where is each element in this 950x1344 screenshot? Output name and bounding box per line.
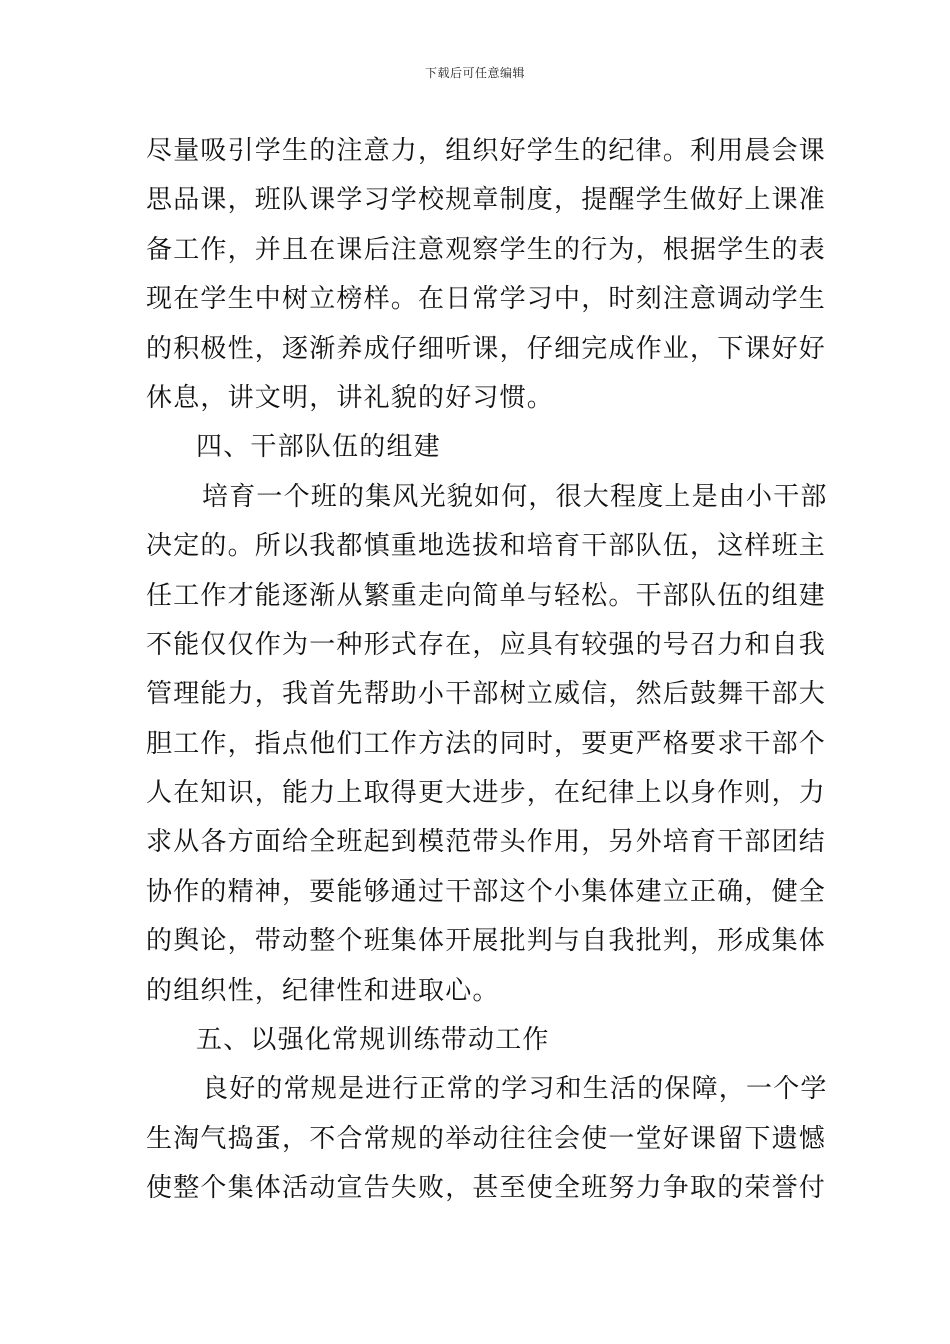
- text-line: 不能仅仅作为一种形式存在，应具有较强的号召力和自我: [146, 629, 827, 660]
- page-header: 下载后可任意编辑: [424, 66, 525, 80]
- text-line: 求从各方面给全班起到模范带头作用，另外培育干部团结: [146, 827, 827, 858]
- text-line: 决定的。所以我都慎重地选拔和培育干部队伍，这样班主: [146, 531, 827, 562]
- text-line: 协作的精神，要能够通过干部这个小集体建立正确，健全: [146, 876, 827, 907]
- text-line: 的舆论，带动整个班集体开展批判与自我批判，形成集体: [146, 926, 827, 957]
- text-line: 使整个集体活动宣告失败，甚至使全班努力争取的荣誉付: [146, 1173, 827, 1204]
- text-line: 管理能力，我首先帮助小干部树立威信，然后鼓舞干部大: [146, 679, 827, 710]
- text-line: 人在知识，能力上取得更大进步，在纪律上以身作则，力: [146, 778, 827, 809]
- text-line: 的积极性，逐渐养成仔细听课，仔细完成作业，下课好好: [146, 333, 827, 364]
- text-line: 培育一个班的集风光貌如何，很大程度上是由小干部: [202, 481, 828, 512]
- text-line: 现在学生中树立榜样。在日常学习中，时刻注意调动学生: [146, 284, 827, 315]
- text-line: 思品课，班队课学习学校规章制度，提醒学生做好上课准: [146, 185, 827, 216]
- text-line: 任工作才能逐渐从繁重走向简单与轻松。干部队伍的组建: [146, 580, 827, 611]
- text-line: 的组织性，纪律性和进取心。: [146, 975, 500, 1006]
- text-line: 生淘气捣蛋，不合常规的举动往往会使一堂好课留下遗憾: [146, 1123, 827, 1154]
- text-line: 休息，讲文明，讲礼貌的好习惯。: [146, 382, 555, 413]
- text-line: 备工作，并且在课后注意观察学生的行为，根据学生的表: [146, 234, 827, 265]
- text-line: 尽量吸引学生的注意力，组织好学生的纪律。利用晨会课: [146, 136, 827, 166]
- document-body: [146, 127, 828, 1214]
- text-line: 良好的常规是进行正常的学习和生活的保障，一个学: [202, 1074, 828, 1105]
- section-heading: 五、以强化常规训练带动工作: [196, 1025, 550, 1056]
- section-heading: 四、干部队伍的组建: [196, 432, 441, 463]
- text-line: 胆工作，指点他们工作方法的同时，要更严格要求干部个: [146, 728, 827, 759]
